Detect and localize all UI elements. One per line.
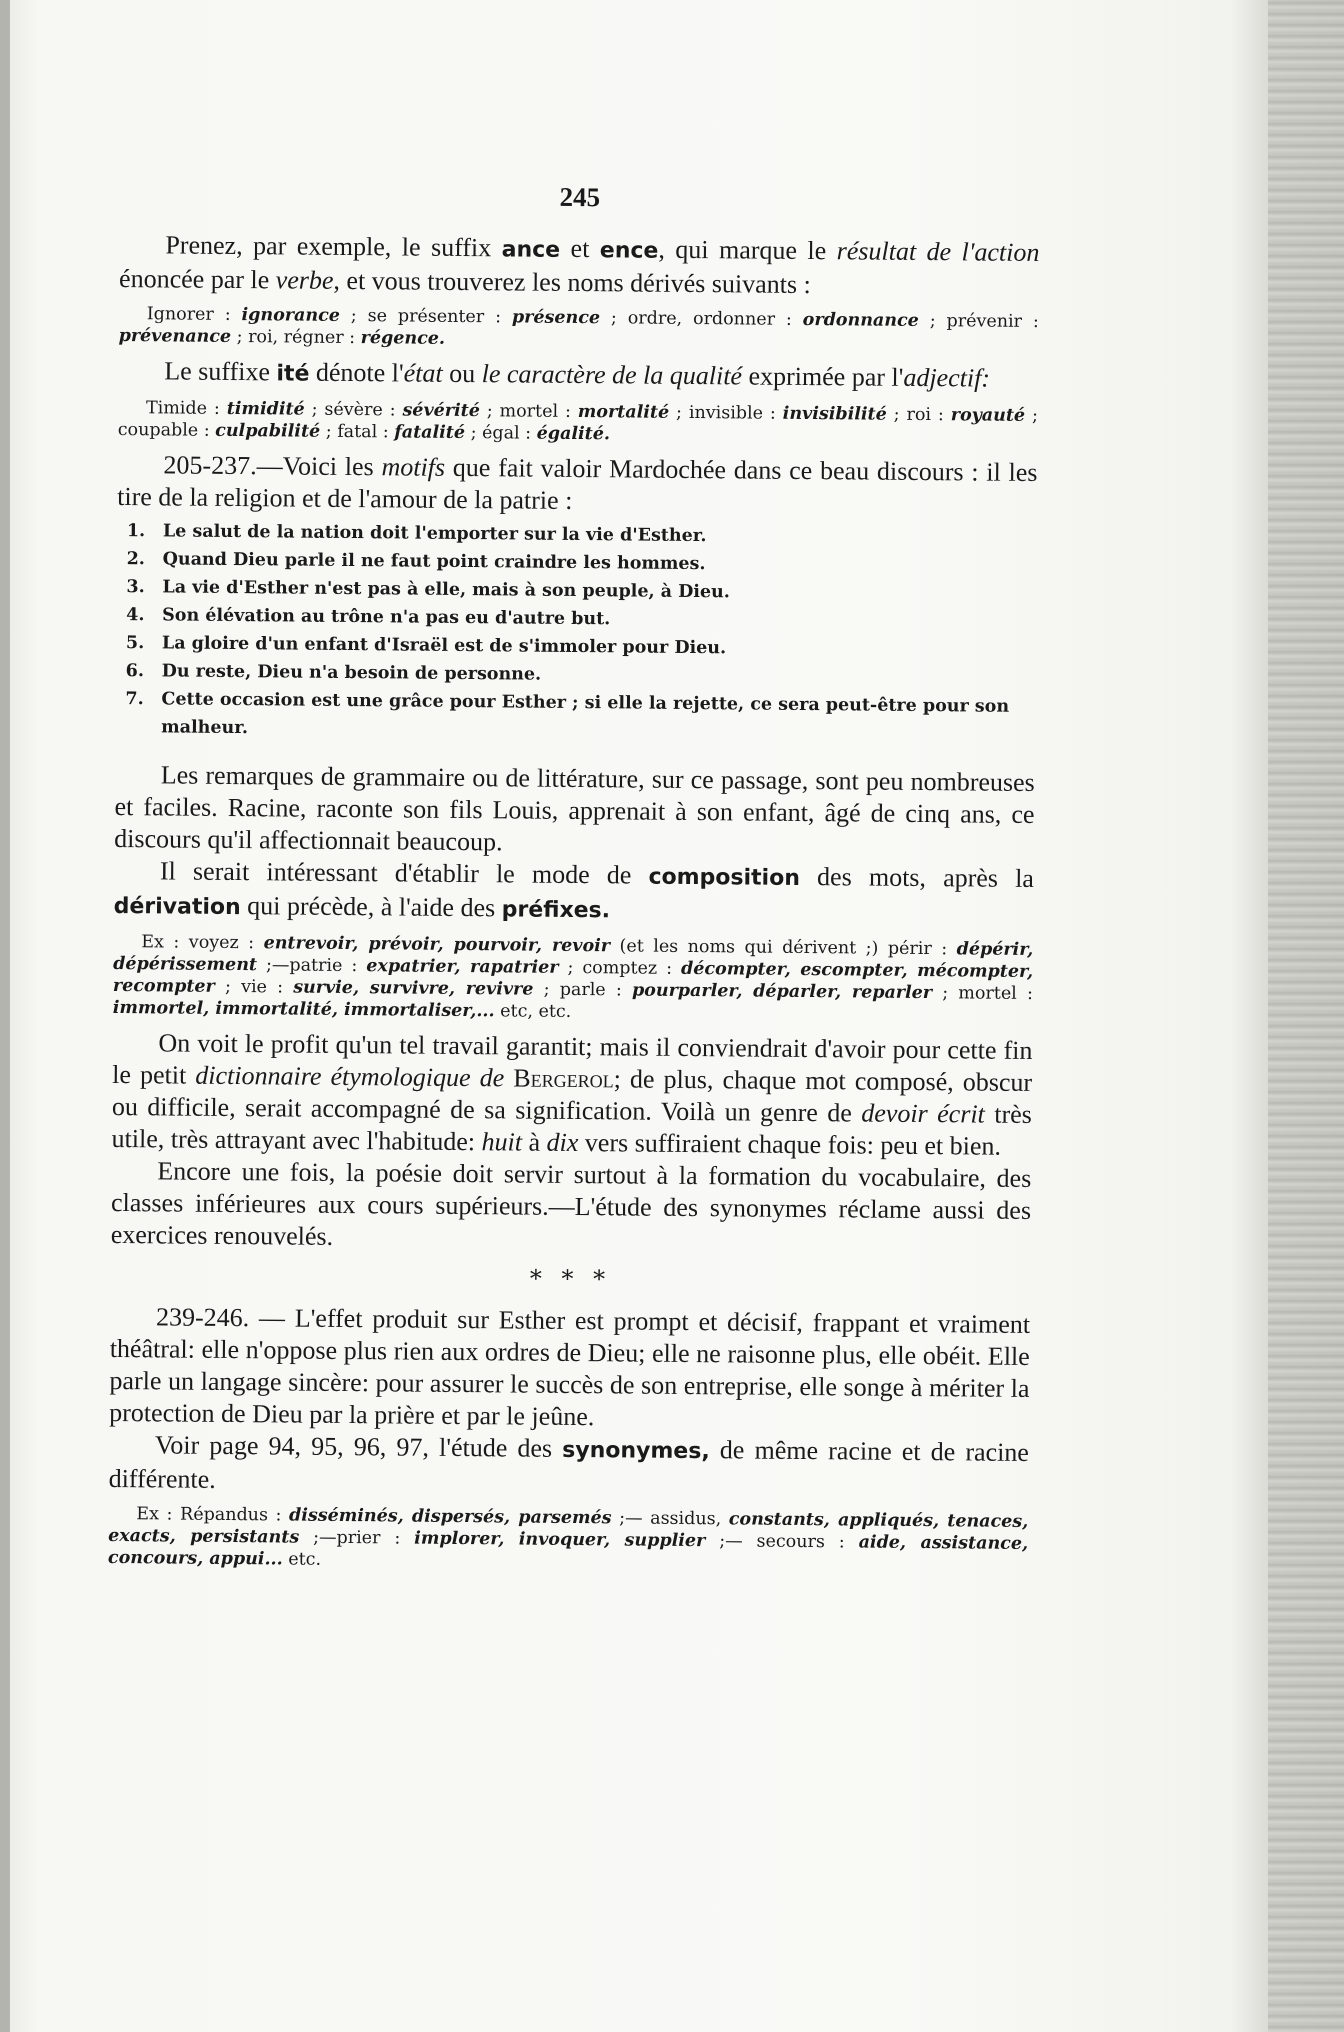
- text-run: que fait valoir Mardochée dans ce beau discours : il les tire de la religion et de l'amour de la patrie :: [117, 452, 1038, 515]
- text-run: , qui marque le: [658, 234, 837, 266]
- text-run: [504, 1063, 513, 1092]
- text-run: ;— secours :: [705, 1531, 859, 1553]
- text-run: ; de plus, chaque mot composé, obscur ou difficile, serait accompagné de sa signification. Voilà un genre de: [111, 1064, 1033, 1128]
- italic-term: devoir écrit: [861, 1098, 985, 1129]
- paragraph-motifs-intro: [117, 449, 1038, 521]
- text-run: (et les noms qui dérivent ;) périr :: [609, 936, 957, 960]
- italic-term: résultat de l'action: [836, 236, 1040, 268]
- italic-term: état: [403, 358, 443, 388]
- bold-term: ité: [276, 361, 310, 387]
- bold-term: synonymes,: [562, 1437, 710, 1465]
- example-word: mortalité: [577, 402, 670, 423]
- text-run: ; fatal :: [320, 421, 395, 443]
- example-word: constants, appliqués, tenaces, exacts, persistants: [108, 1509, 1029, 1548]
- example-word: égalité.: [536, 423, 611, 445]
- list-item-text: Son élévation au trône n'a pas eu d'autre but.: [162, 605, 611, 630]
- example-word: décompter, escompter, mécompter, recompter: [112, 958, 1034, 997]
- list-item-number: 1.: [126, 521, 146, 542]
- example-word: invisibilité: [782, 403, 887, 425]
- text-run: et: [560, 233, 600, 264]
- list-item-text: Cette occasion est une grâce pour Esther ; si elle la rejette, ce sera peut-être pour son malheur.: [161, 689, 1010, 739]
- list-item-number: 3.: [126, 577, 145, 598]
- italic-term: adjectif:: [903, 362, 991, 393]
- list-item-number: 2.: [126, 549, 146, 570]
- text-run: ; roi :: [886, 404, 951, 426]
- text-run: ;—patrie :: [256, 955, 367, 977]
- text-run: ; comptez :: [558, 957, 682, 979]
- text-run: Ex : Répandus :: [136, 1504, 290, 1526]
- italic-term: dix: [546, 1127, 579, 1158]
- text-run: On voit le profit qu'un tel travail garantit; mais il conviendrait d'avoir pour cette fin le petit: [112, 1028, 1033, 1090]
- list-item-text: Quand Dieu parle il ne faut point craindre les hommes.: [162, 549, 706, 575]
- text-run: qui précède, à l'aide des: [240, 891, 502, 923]
- italic-term: dictionnaire étymologique de: [195, 1060, 505, 1093]
- example-word: disséminés, dispersés, parsemés: [288, 1505, 612, 1529]
- italic-term: verbe: [275, 265, 334, 295]
- text-run: ; se présenter :: [339, 305, 513, 328]
- list-item: [115, 685, 1035, 749]
- text-run: des mots, après la: [799, 861, 1035, 894]
- text-run: Prenez, par exemple, le suffix: [165, 230, 502, 263]
- example-word: ordonnance: [802, 309, 919, 331]
- paragraph-profit: [111, 1027, 1032, 1163]
- example-word: fatalité: [394, 422, 466, 444]
- text-run: ; vie :: [214, 976, 294, 998]
- text-run: ;—prier :: [299, 1527, 415, 1549]
- text-run: ; ordre, ordonner :: [599, 308, 803, 330]
- paragraph-synonymes: [109, 1429, 1030, 1503]
- author-name: Bergerol: [513, 1063, 614, 1094]
- example-word: pourparler, déparler, reparler: [631, 980, 933, 1004]
- text-run: Voir page 94, 95, 96, 97, l'étude des: [154, 1430, 563, 1463]
- example-word: aide, assistance, concours, appui...: [107, 1532, 1029, 1570]
- example-word: prévenance: [118, 325, 232, 347]
- list-item-text: La gloire d'un enfant d'Israël est de s'immoler pour Dieu.: [161, 633, 727, 659]
- text-run: , et vous trouverez les noms dérivés suivants :: [333, 265, 811, 300]
- text-run: Il serait intéressant d'établir le mode de: [159, 856, 649, 890]
- example-word: présence: [511, 307, 601, 329]
- example-word: implorer, invoquer, supplier: [414, 1528, 706, 1552]
- text-run: ; invisible :: [669, 402, 783, 424]
- text-run: ; mortel :: [479, 401, 578, 423]
- text-run: etc.: [282, 1549, 322, 1570]
- example-word: dépérir, dépérissement: [113, 939, 1034, 976]
- text-run: ; coupable :: [117, 405, 1039, 441]
- example-word: sévérité: [402, 400, 480, 422]
- motifs-list: [115, 517, 1037, 749]
- text-run: ou: [442, 358, 482, 389]
- bold-term: composition: [648, 864, 801, 891]
- text-run: ; égal :: [464, 423, 537, 444]
- page-number: 245: [559, 181, 601, 213]
- paragraph-suffix-ite: [118, 355, 1038, 397]
- example-word: régence.: [360, 328, 446, 349]
- text-run: exprimée par l': [741, 361, 904, 392]
- paragraph-composition: [113, 855, 1034, 931]
- bold-term: ance: [501, 237, 561, 263]
- italic-term: motifs: [381, 452, 446, 482]
- text-run: Le suffixe: [164, 356, 277, 387]
- text-run: dénote l': [309, 357, 404, 388]
- text-run: très utile, très attrayant avec l'habitude:: [111, 1099, 1032, 1157]
- bold-term: préfixes.: [501, 897, 611, 924]
- example-ite: [118, 397, 1038, 449]
- text-run: de même racine et de racine différente.: [108, 1435, 1030, 1494]
- book-fore-edge: [1268, 0, 1344, 2032]
- text-run: 205-237.—Voici les: [163, 450, 382, 482]
- list-item-number: 6.: [125, 661, 145, 682]
- text-run: ; parle :: [533, 979, 633, 1001]
- paragraph-poesie: Encore une fois, la poésie doit servir surtout à la formation du vocabulaire, des classes inférieures aux cours supérieurs.—L'étude des synonymes réclame aussi des exercices renouvelés.: [110, 1156, 1032, 1251]
- bold-term: ence: [599, 238, 659, 264]
- text-run: ; mortel :: [931, 983, 1034, 1004]
- list-item-number: 4.: [126, 605, 145, 626]
- text-run: etc, etc.: [494, 1001, 572, 1022]
- example-word: ignorance: [241, 305, 341, 326]
- bold-term: dérivation: [113, 893, 241, 921]
- example-word: entrevoir, prévoir, pourvoir, revoir: [263, 933, 611, 957]
- example-word: expatrier, rapatrier: [366, 956, 559, 978]
- text-run: ; roi, régner :: [230, 326, 361, 349]
- list-item-number: 5.: [125, 633, 145, 654]
- list-item-number: 7.: [125, 689, 144, 710]
- example-prefixes: [113, 931, 1034, 1027]
- text-run: Timide :: [145, 398, 227, 419]
- section-separator: * * *: [529, 1264, 612, 1294]
- paragraph-suffix-ance: [119, 229, 1040, 303]
- list-item-text: Du reste, Dieu n'a besoin de personne.: [161, 661, 542, 685]
- text-run: ;— assidus,: [611, 1508, 729, 1530]
- example-ance: [119, 303, 1039, 355]
- italic-term: le caractère de la qualité: [481, 359, 743, 391]
- text-run: Ex : voyez :: [141, 932, 264, 954]
- example-word: immortel, immortalité, immortaliser,...: [112, 997, 495, 1022]
- example-synonymes: [108, 1503, 1029, 1577]
- example-word: royauté: [950, 405, 1026, 426]
- list-item-text: La vie d'Esther n'est pas à elle, mais à son peuple, à Dieu.: [162, 577, 730, 603]
- page-left-edge-shadow: [0, 0, 10, 2032]
- text-run: vers suffiraient chaque fois: peu et bien.: [578, 1128, 1002, 1161]
- text-run: ; sévère :: [304, 399, 403, 421]
- text-run: énoncée par le: [118, 263, 276, 295]
- text-run: ; prévenir :: [918, 310, 1039, 333]
- example-word: timidité: [226, 398, 305, 420]
- paragraph-effet-esther: 239-246. — L'effet produit sur Esther est prompt et décisif, frappant et vraiment théâtral: elle n'oppose plus rien aux ordres de Dieu; elle ne raisonne plus, elle obéit. Elle parle un langage sincère: pour assurer le succès de son entreprise, elle songe à mériter la protection de Dieu par la prière et par le jeûne.: [109, 1302, 1031, 1432]
- list-item-text: Le salut de la nation doit l'emporter sur la vie d'Esther.: [162, 521, 707, 547]
- text-run: à: [521, 1127, 547, 1157]
- italic-term: huit: [481, 1127, 523, 1157]
- paragraph-remarques: Les remarques de grammaire ou de littérature, sur ce passage, sont peu nombreuses et faciles. Racine, raconte son fils Louis, apprenait à son enfant, âgé de cinq ans, ce discours qu'il affectionnait beaucoup.: [114, 760, 1035, 857]
- example-word: culpabilité: [215, 420, 321, 442]
- example-word: survie, survivre, revivre: [293, 977, 534, 1000]
- page-body: [108, 178, 1040, 1585]
- text-run: Ignorer :: [146, 304, 242, 326]
